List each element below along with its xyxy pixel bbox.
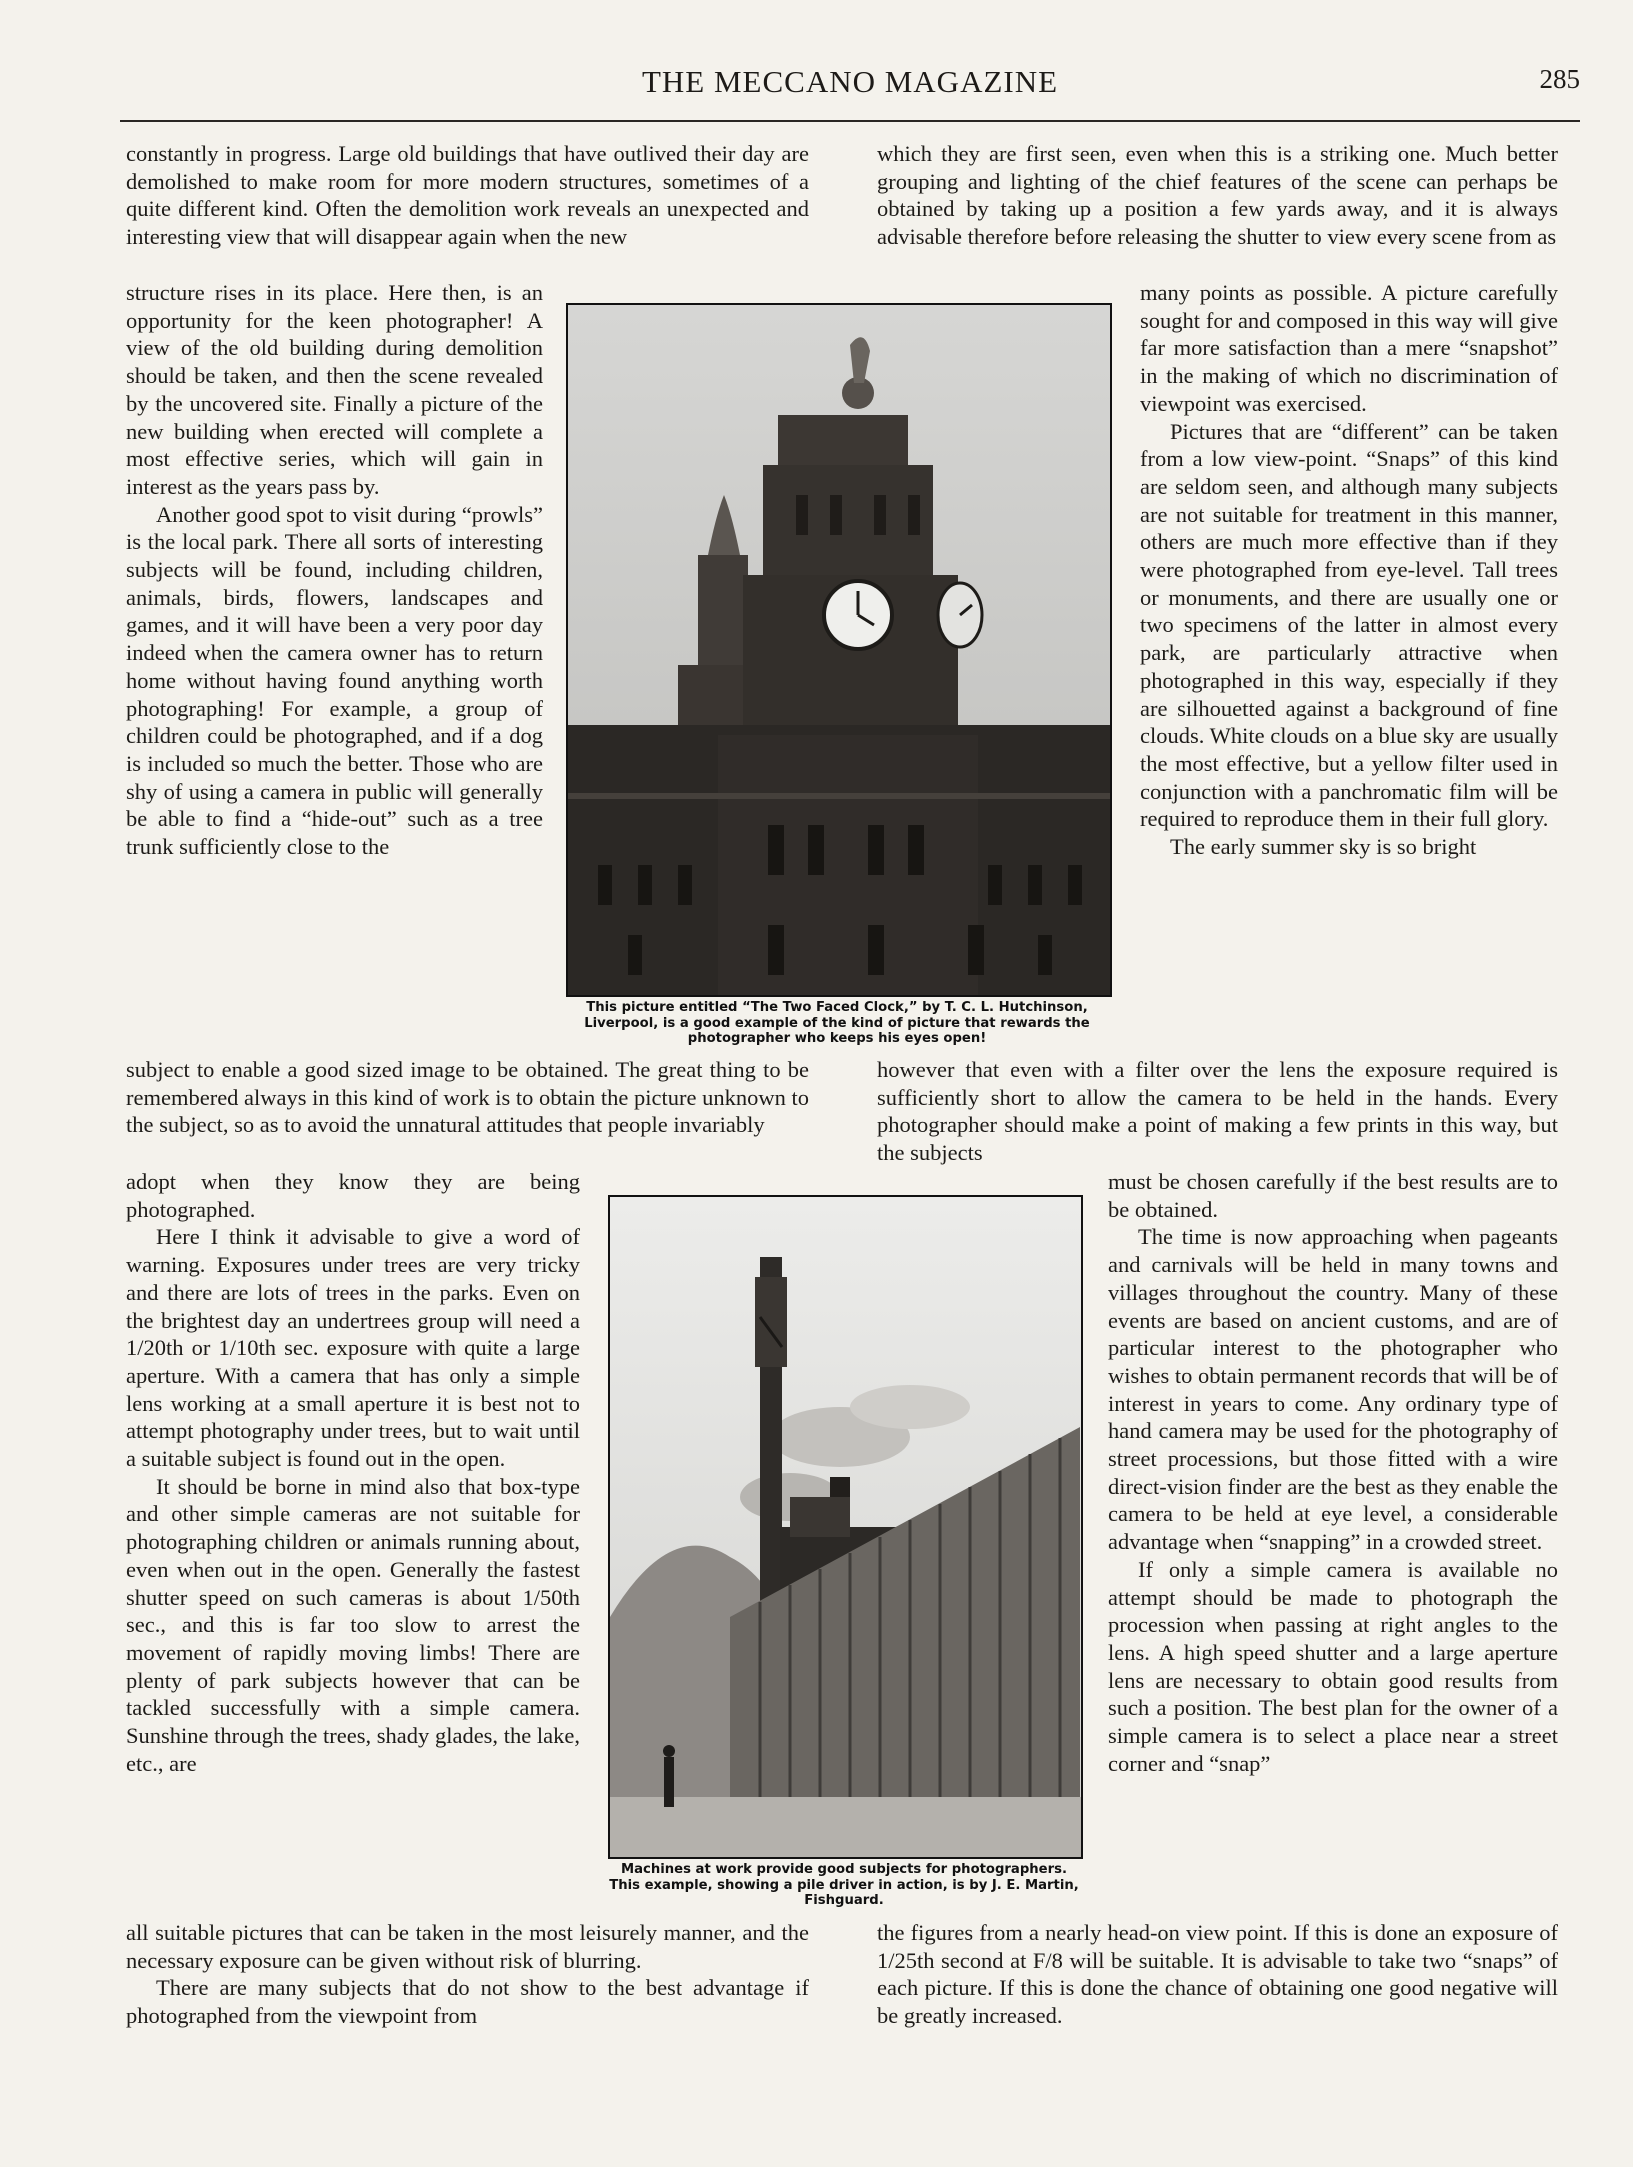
paragraph: the figures from a nearly head-on view point. If this is done an exposure of 1/25th second at F/8 will be suitable. It is advisable to take two “snaps” of each picture. If this is done the chance of obtaining one good negative will be greatly increased. [877,1920,1558,2029]
pile-driver-caption: Machines at work provide good subjects for photographers. This example, showing a pile driver in action, is by J. E. Martin, Fishguard. [609,1862,1079,1908]
left-column-middle-text [126,1056,809,1139]
clock-tower-illustration [568,305,1110,995]
page-number: 285 [1539,64,1580,94]
paragraph: all suitable pictures that can be taken in the most leisurely manner, and the necessary exposure can be given without risk of blurring. [126,1920,809,1973]
paragraph: There are many subjects that do not show to the best advantage if photographed from the viewpoint from [126,1975,809,2029]
paragraph: constantly in progress. Large old buildings that have outlived their day are demolished to make room for more modern structures, sometimes of a quite different kind. Often the demolition work reveals an unexpected and interesting view that will disappear again when the new [126,141,809,250]
paragraph: The time is now approaching when pageants and carnivals will be held in many towns and villages throughout the country. Many of these events are based on ancient customs, and are of particular interest to the photographer who wishes to obtain permanent records that will be of interest in years to come. Any ordinary type of hand camera may be used for the photography of street processions, but those fitted with a wire direct-vision finder are the best as they enable the camera to be held at eye level, a considerable advantage when “snapping” in a crowded street. [1108,1224,1558,1555]
left-column-bottom-text [126,1919,809,2030]
paragraph: If only a simple camera is available no attempt should be made to photograph the procession when passing at right angles to the lens. A high speed shutter and a large aperture lens are necessary to obtain good results from such a position. The best plan for the owner of a simple camera is to select a place near a street corner and “snap” [1108,1556,1558,1776]
right-column-beside-figure-1 [1140,279,1558,861]
right-column-middle-text [877,1056,1558,1167]
paragraph: many points as possible. A picture carefully sought for and composed in this way will give far more satisfaction than a mere “snapshot” in the making of which no discrimination of viewpoint was exercised. [1140,280,1558,416]
right-column-bottom-text [877,1919,1558,2030]
header-rule [120,120,1580,122]
paragraph: however that even with a filter over the lens the exposure required is sufficiently short to allow the camera to be held in the hands. Every photographer should make a point of making a few prints in this way, but the subjects [877,1057,1558,1166]
left-column-beside-figure-1 [126,279,543,861]
paragraph: which they are first seen, even when this is a striking one. Much better grouping and lighting of the chief features of the scene can perhaps be obtained by taking up a position a few yards away, and it is always advisable therefore before releasing the shutter to view every scene from as [877,141,1558,250]
left-column-top-text [126,140,809,251]
clock-tower-photo [566,303,1112,997]
paragraph: The early summer sky is so bright [1170,834,1477,860]
page-header [120,64,1580,108]
paragraph: structure rises in its place. Here then, is an opportunity for the keen photographer! A view of the old building during demolition should be taken, and then the scene revealed by the uncovered site. Finally a picture of the new building when erected will complete a most effective series, which will gain in interest as the years pass by. [126,280,543,499]
pile-driver-photo [608,1195,1083,1859]
paragraph: Pictures that are “different” can be taken from a low view-point. “Snaps” of this kind are seldom seen, and although many subjects are not suitable for treatment in this manner, others are much more effective than if they were photographed from eye-level. Tall trees or monuments, and there are usually one or two specimens of the latter in almost every park, are particularly attractive when photographed in this way, especially if they are silhouetted against a background of fine clouds. White clouds on a blue sky are usually the most effective, but a yellow filter used in conjunction with a panchromatic film will be required to reproduce them in their full glory. [1140,418,1558,832]
paragraph: It should be borne in mind also that box-type and other simple cameras are not suitable for photographing children or animals running about, even when out in the open. Generally the fastest shutter speed on such cameras is about 1/50th sec., and this is far too slow to arrest the movement of rapidly moving limbs! There are plenty of park subjects however that can be tackled successfully with a simple camera. Sunshine through the trees, shady glades, the lake, etc., are [126,1473,580,1776]
paragraph: subject to enable a good sized image to be obtained. The great thing to be remembered always in this kind of work is to obtain the picture unknown to the subject, so as to avoid the unnatural attitudes that people invariably [126,1057,809,1138]
paragraph: must be chosen carefully if the best results are to be obtained. [1108,1169,1558,1222]
paragraph: Another good spot to visit during “prowls” is the local park. There all sorts of interesting subjects will be found, including children, animals, birds, flowers, landscapes and games, and it will have been a very poor day indeed when the camera owner has to return home without having found anything worth photographing! For example, a group of children could be photographed, and if a dog is included so much the better. Those who are shy of using a camera in public will generally be able to find a “hide-out” such as a tree trunk sufficiently close to the [126,501,543,860]
left-column-beside-figure-2 [126,1168,580,1777]
right-column-top-text [877,140,1558,251]
paragraph: Here I think it advisable to give a word of warning. Exposures under trees are very tricky and there are lots of trees in the parks. Even on the brightest day an undertrees group will need a 1/20th or 1/10th sec. exposure with quite a large aperture. With a camera that has only a simple lens working at a small aperture it is best not to attempt photography under trees, but to wait until a suitable subject is found out in the open. [126,1224,580,1472]
right-column-beside-figure-2 [1108,1168,1558,1777]
paragraph: adopt when they know they are being photographed. [126,1169,580,1222]
pile-driver-illustration [610,1197,1081,1857]
clock-tower-caption: This picture entitled “The Two Faced Clock,” by T. C. L. Hutchinson, Liverpool, is a good example of the kind of picture that rewards the photographer who keeps his eyes open! [584,1000,1090,1046]
magazine-title: THE MECCANO MAGAZINE [641,64,1059,99]
